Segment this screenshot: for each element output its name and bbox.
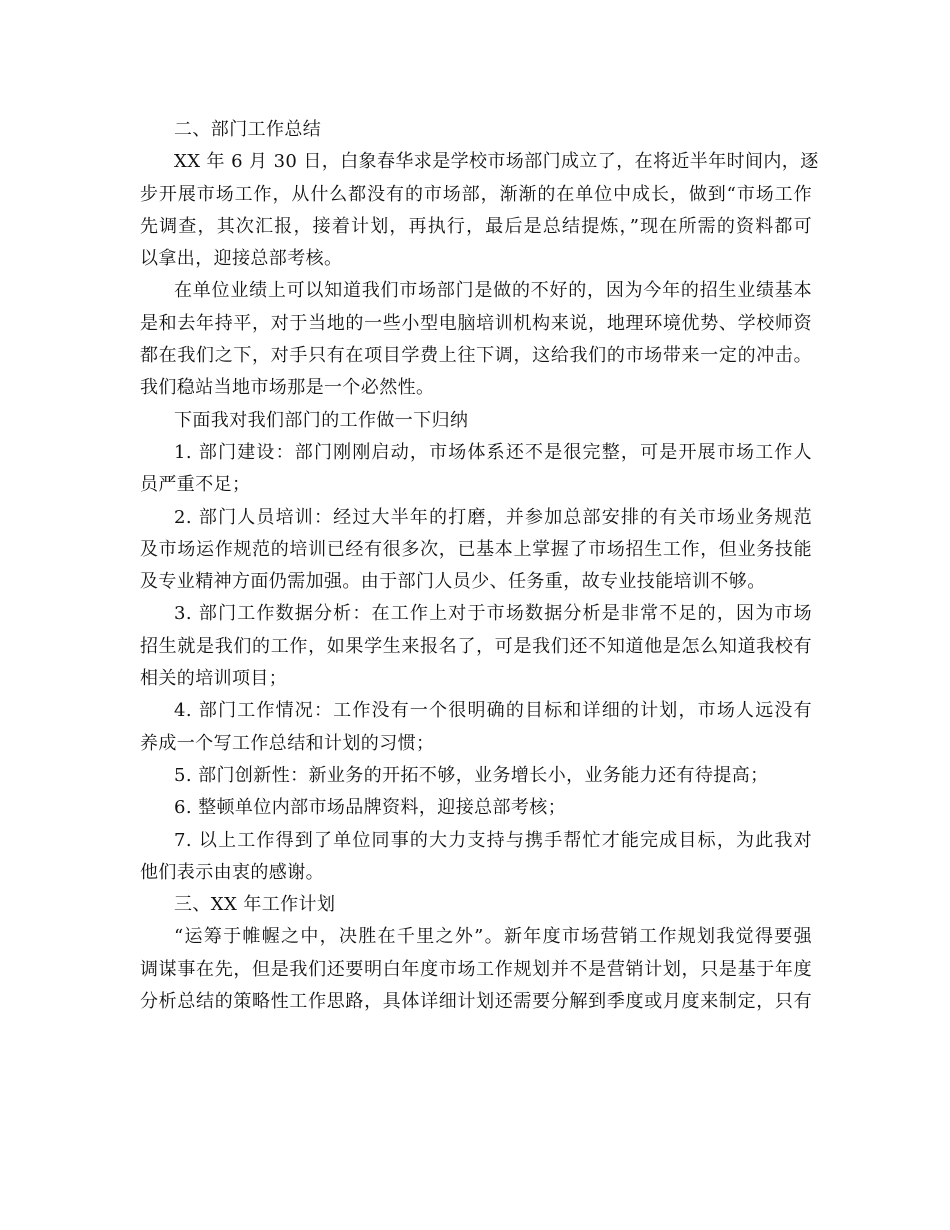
text-line: 及专业精神方面仍需加强。由于部门人员少、任务重，故专业技能培训不够。 — [140, 571, 766, 593]
text-line: 7. 以上工作得到了单位同事的大力支持与携手帮忙才能完成目标，为此我对 — [174, 829, 812, 851]
text-line: 6. 整顿单位内部市场品牌资料，迎接总部考核； — [174, 797, 567, 819]
text-line: 4. 部门工作情况：工作没有一个很明确的目标和详细的计划，市场人远没有 — [174, 700, 812, 722]
text-line: 在单位业绩上可以知道我们市场部门是做的不好的，因为今年的招生业绩基本 — [174, 280, 812, 302]
text-line: 都在我们之下，对手只有在项目学费上往下调，这给我们的市场带来一定的冲击。 — [140, 345, 812, 367]
text-line: 是和去年持平，对于当地的一些小型电脑培训机构来说，地理环境优势、学校师资 — [140, 312, 812, 334]
text-line: “运筹于帷幄之中，决胜在千里之外”。新年度市场营销工作规划我觉得要强 — [174, 926, 812, 948]
text-line: 以拿出，迎接总部考核。 — [140, 248, 343, 270]
text-line: 3. 部门工作数据分析：在工作上对于市场数据分析是非常不足的，因为市场 — [174, 603, 812, 625]
text-line: 先调查，其次汇报，接着计划，再执行，最后是总结提炼，”现在所需的资料都可 — [140, 215, 812, 237]
text-line: 二、部门工作总结 — [174, 119, 322, 140]
text-line: XX 年 6 月 30 日，白象春华求是学校市场部门成立了，在将近半年时间内，逐 — [174, 151, 819, 173]
text-line: 分析总结的策略性工作思路，具体详细计划还需要分解到季度或月度来制定，只有 — [140, 991, 812, 1013]
text-line: 1. 部门建设：部门刚刚启动，市场体系还不是很完整，可是开展市场工作人 — [174, 441, 812, 463]
text-line: 养成一个写工作总结和计划的习惯； — [140, 732, 435, 754]
text-line: 相关的培训项目； — [140, 668, 288, 690]
text-line: 步开展市场工作，从什么都没有的市场部，渐渐的在单位中成长，做到“市场工作 — [140, 183, 812, 205]
text-line: 员严重不足； — [140, 474, 251, 496]
text-line: 他们表示由衷的感谢。 — [140, 861, 324, 883]
text-line: 及市场运作规范的培训已经有很多次，已基本上掌握了市场招生工作，但业务技能 — [140, 538, 812, 560]
text-line: 下面我对我们部门的工作做一下归纳 — [174, 409, 469, 431]
text-line: 5. 部门创新性：新业务的开拓不够，业务增长小，业务能力还有待提高； — [174, 764, 769, 786]
text-line: 三、XX 年工作计划 — [174, 894, 336, 916]
text-line: 调谋事在先，但是我们还要明白年度市场工作规划并不是营销计划，只是基于年度 — [140, 958, 812, 980]
text-line: 我们稳站当地市场那是一个必然性。 — [140, 377, 435, 399]
text-line: 2. 部门人员培训：经过大半年的打磨，并参加总部安排的有关市场业务规范 — [174, 506, 812, 528]
text-line: 招生就是我们的工作，如果学生来报名了，可是我们还不知道他是怎么知道我校有 — [140, 635, 812, 657]
document-body — [140, 114, 819, 1018]
